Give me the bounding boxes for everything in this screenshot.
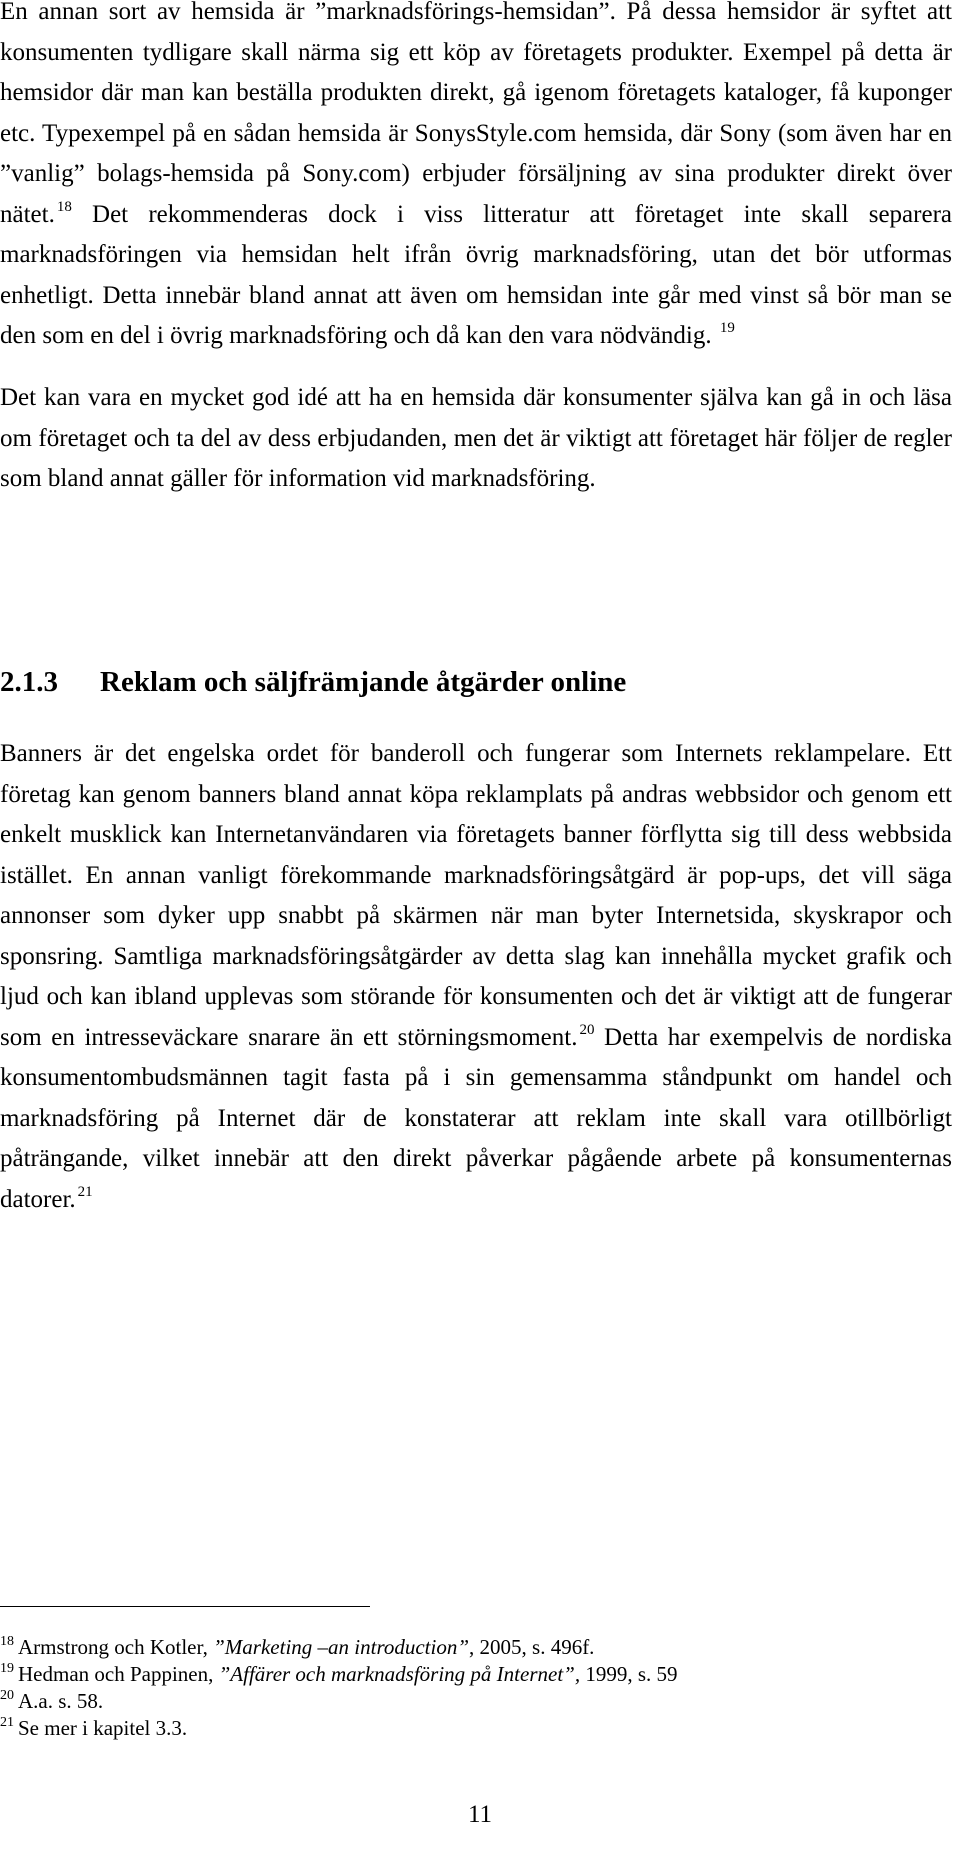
paragraph-1-text-b: Det rekommenderas dock i viss litteratur att företaget inte skall separera marknadsföringen via hemsidan helt ifrån övrig marknadsföring, utan det bör utformas enhetligt. Detta innebär bland annat att även om hemsidan inte går med vinst så bör man se den som en del i övrig marknadsföring och då kan den vara nödvändig.	[0, 200, 952, 349]
footnote-number: 18	[0, 1634, 14, 1649]
footnote-reference-21: 21	[77, 1183, 93, 1200]
footnote-number: 21	[0, 1715, 14, 1730]
footnote-text-end: 1999, s. 59	[580, 1662, 678, 1686]
footnote-item	[0, 1634, 952, 1661]
section-title: Reklam och säljfrämjande åtgärder online	[100, 666, 627, 698]
footnote-text: Se mer i kapitel 3.3.	[18, 1716, 188, 1740]
footnote-reference-20: 20	[579, 1021, 595, 1038]
paragraph-1-text-a: En annan sort av hemsida är ”marknadsförings-hemsidan”. På dessa hemsidor är syftet att konsumenten tydligare skall närma sig ett köp av företagets produkter. Exempel på detta är hemsidor där man kan beställa produkten direkt, gå igenom företagets kataloger, få kuponger etc. Typexempel på en sådan hemsida är SonysStyle.com hemsida, där Sony (som även har en ”vanlig” bolags-hemsida på Sony.com) erbjuder försäljning av sina produkter direkt över nätet.	[0, 0, 952, 228]
footnote-text: Armstrong och Kotler,	[18, 1635, 214, 1659]
body-paragraph-3	[0, 734, 952, 1220]
footnotes-list	[0, 1634, 952, 1742]
footnote-reference-18: 18	[56, 198, 72, 215]
footnote-number: 19	[0, 1661, 14, 1676]
footnote-separator	[0, 1606, 370, 1607]
footnote-text: Hedman och Pappinen,	[18, 1662, 219, 1686]
footnote-title: ”Marketing –an introduction”	[213, 1635, 470, 1659]
paragraph-3-text-b: Detta har exempelvis de nordiska konsumentombudsmännen tagit fasta på i sin gemensamma ståndpunkt om handel och marknadsföring på Internet där de konstaterar att reklam inte skall vara otillbörligt påträngande, vilket innebär att den direkt påverkar pågående arbete på konsumenternas datorer.	[0, 1023, 952, 1213]
footnote-item	[0, 1688, 952, 1715]
footnote-number: 20	[0, 1688, 14, 1703]
section-number: 2.1.3	[0, 666, 58, 698]
footnote-reference-19: 19	[719, 320, 735, 336]
page-number: 11	[467, 1801, 493, 1828]
footnote-title: ”Affärer och marknadsföring på Internet”,	[218, 1662, 581, 1686]
section-heading	[0, 662, 626, 702]
footnote-text: A.a. s. 58.	[18, 1689, 104, 1713]
paragraph-2-text: Det kan vara en mycket god idé att ha en hemsida där konsumenter själva kan gå in och läsa om företaget och ta del av dess erbjudanden, men det är viktigt att företaget här följer de regler som bland annat gäller för information vid marknadsföring.	[0, 384, 952, 492]
paragraph-3-text-a: Banners är det engelska ordet för banderoll och fungerar som Internets reklampelare. Ett företag kan genom banners bland annat köpa reklamplats på andras webbsidor och genom ett enkelt musklick kan Internetanvändaren via företagets banner förflytta sig till dess webbsida istället. En annan vanligt förekommande marknadsföringsåtgärd är pop-ups, det vill säga annonser som dyker upp snabbt på skärmen när man byter Internetsida, skyskrapor och sponsring. Samtliga marknadsföringsåtgärder av detta slag kan innehålla mycket grafik och ljud och kan ibland upplevas som störande för konsumenten och det är viktigt att de fungerar som en intresseväckare snarare än ett störningsmoment.	[0, 740, 952, 1051]
body-paragraph-1	[0, 0, 952, 357]
body-paragraph-2	[0, 378, 952, 500]
footnote-item	[0, 1661, 952, 1688]
footnote-text-end: , 2005, s. 496f.	[469, 1635, 595, 1659]
footnote-item	[0, 1715, 952, 1742]
